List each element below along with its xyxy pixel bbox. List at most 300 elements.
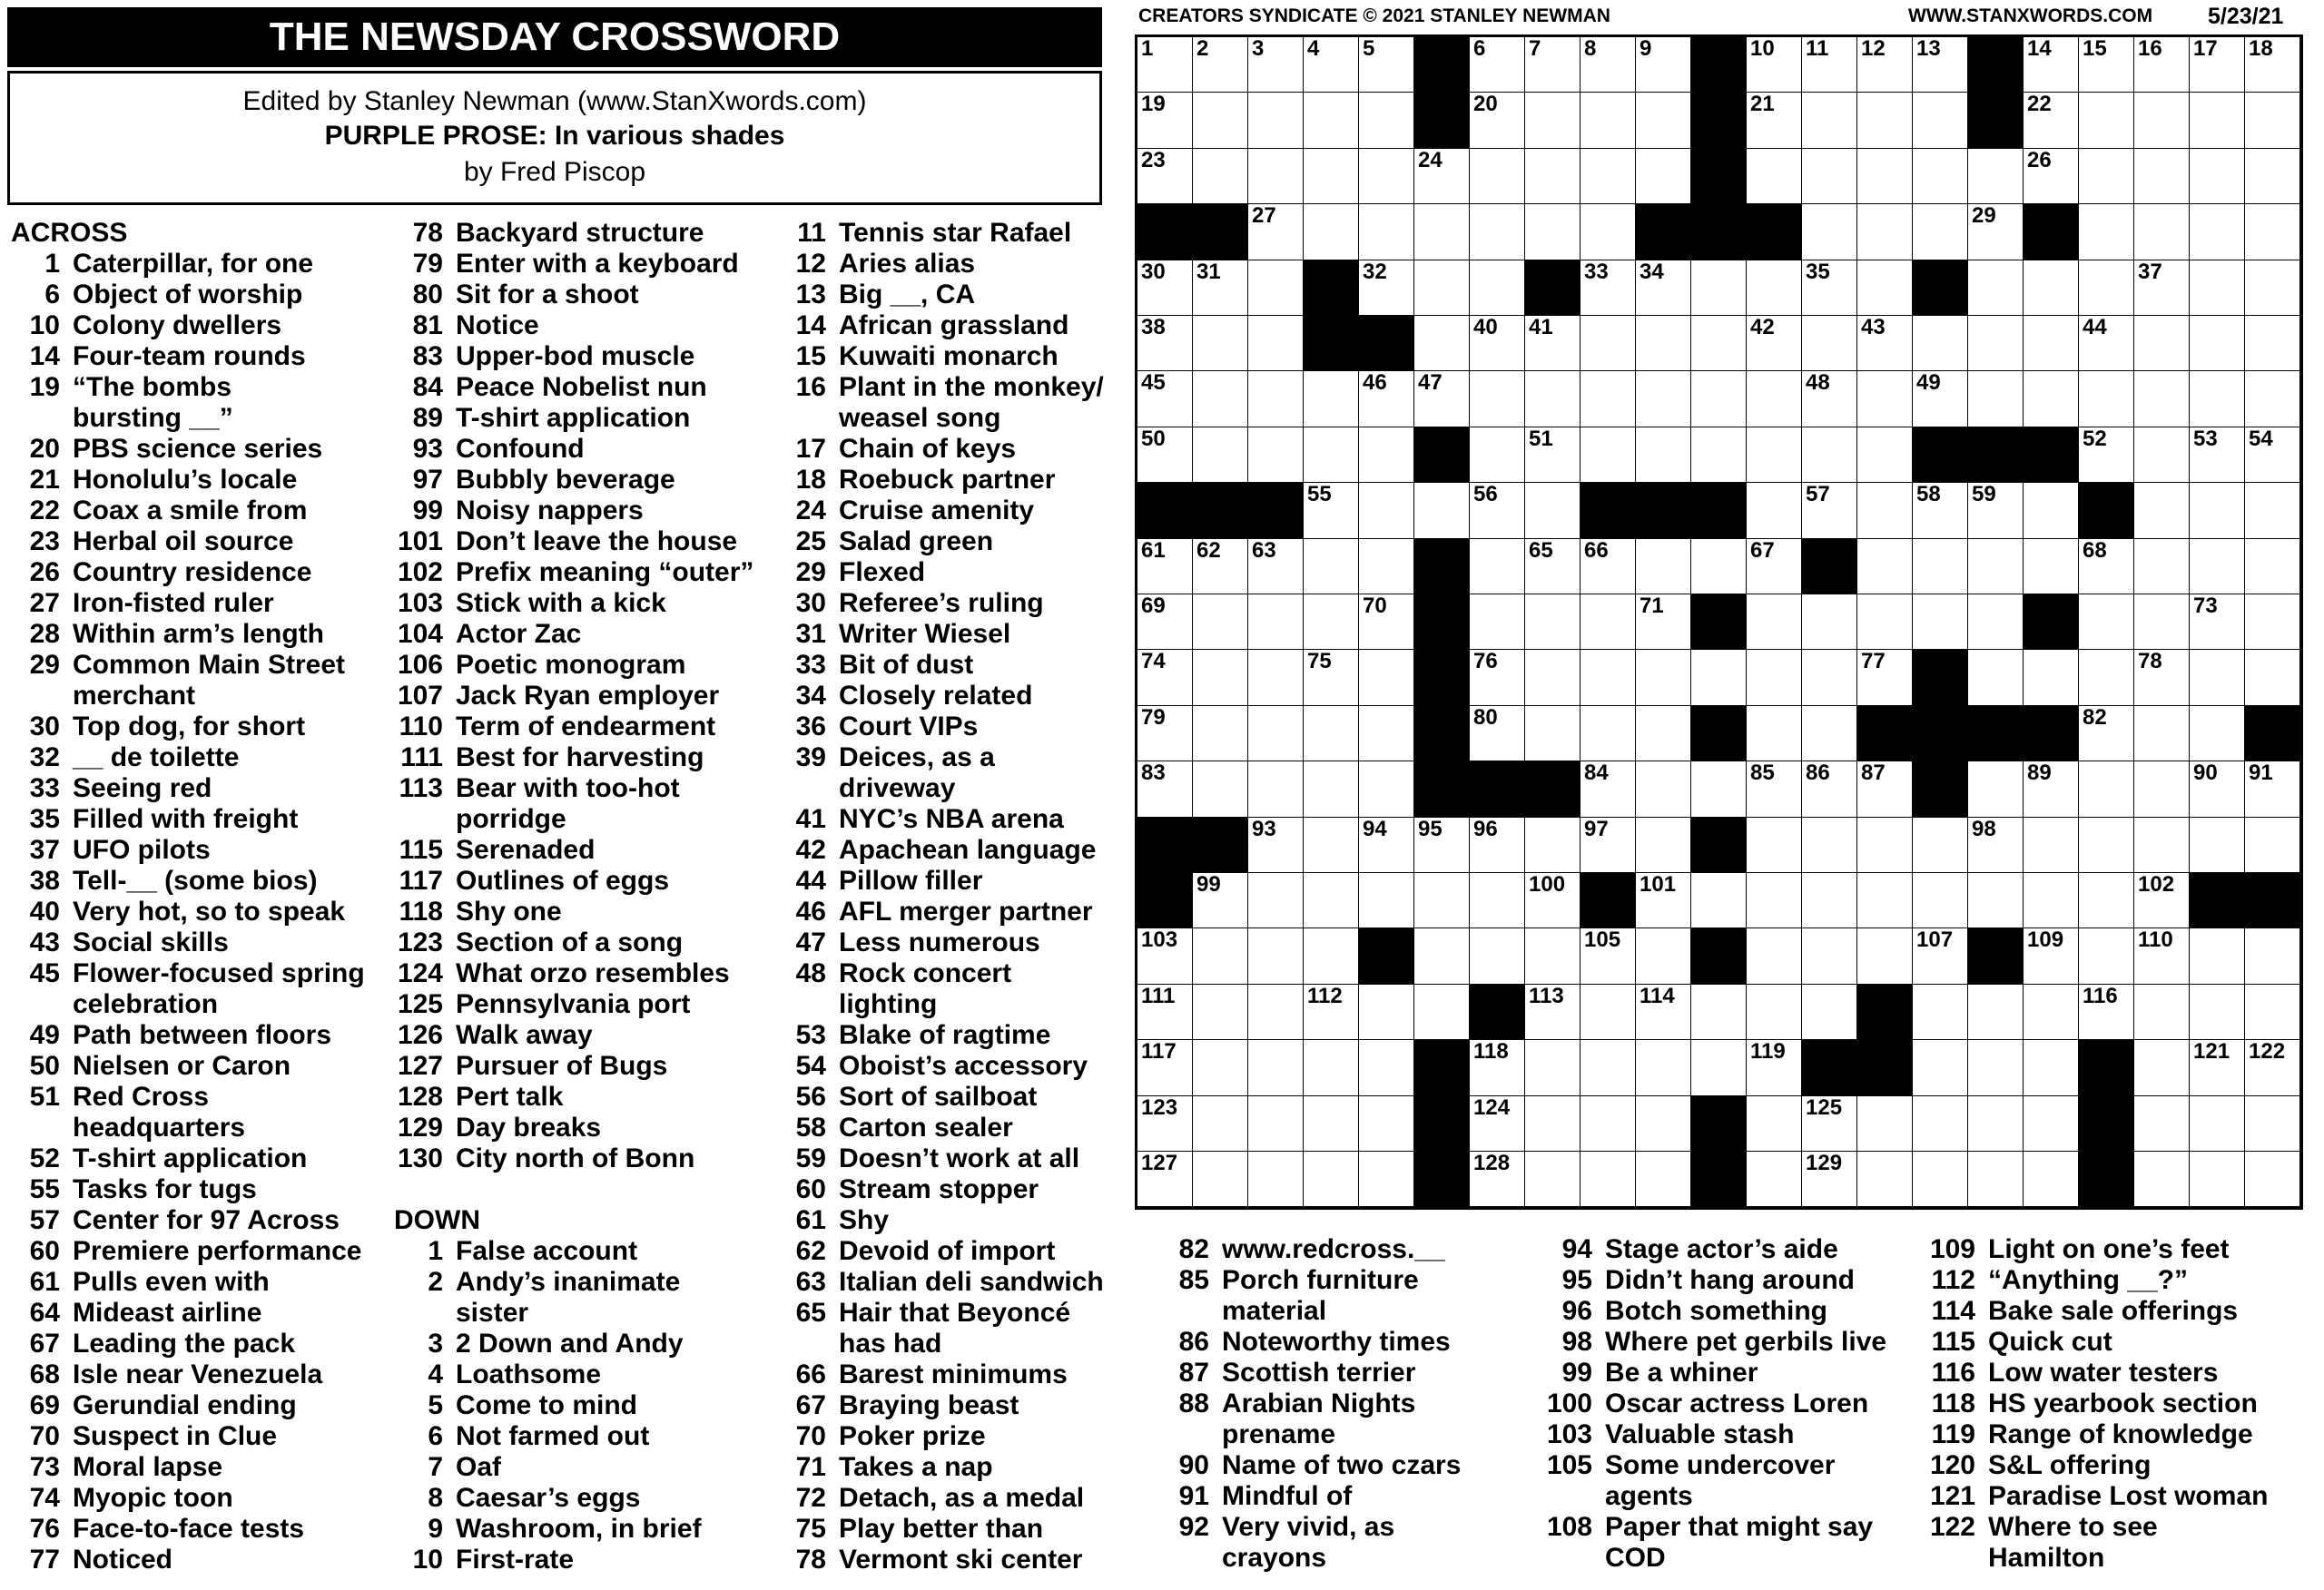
grid-cell[interactable] bbox=[2190, 149, 2245, 204]
grid-cell[interactable] bbox=[1359, 149, 1414, 204]
grid-cell[interactable] bbox=[1248, 539, 1304, 594]
grid-cell[interactable] bbox=[1581, 594, 1636, 650]
grid-cell[interactable] bbox=[1248, 93, 1304, 148]
grid-cell[interactable] bbox=[1802, 1152, 1857, 1207]
grid-cell[interactable] bbox=[2024, 985, 2079, 1040]
grid-cell[interactable] bbox=[1304, 873, 1359, 928]
grid-cell[interactable] bbox=[2079, 539, 2134, 594]
grid-cell[interactable] bbox=[1968, 539, 2024, 594]
grid-cell[interactable] bbox=[1193, 427, 1248, 483]
grid-cell[interactable] bbox=[1636, 928, 1691, 984]
grid-cell[interactable] bbox=[1193, 1152, 1248, 1207]
grid-cell[interactable] bbox=[2079, 594, 2134, 650]
grid-cell[interactable] bbox=[1802, 706, 1857, 761]
grid-cell[interactable] bbox=[1470, 650, 1525, 705]
grid-cell[interactable] bbox=[1304, 539, 1359, 594]
grid-cell[interactable] bbox=[1857, 928, 1913, 984]
grid-cell[interactable] bbox=[1747, 427, 1802, 483]
grid-cell[interactable] bbox=[1968, 316, 2024, 371]
grid-cell[interactable] bbox=[1359, 873, 1414, 928]
grid-cell[interactable] bbox=[2134, 204, 2190, 260]
grid-cell[interactable] bbox=[1193, 1096, 1248, 1152]
grid-cell[interactable] bbox=[2190, 371, 2245, 427]
grid-cell[interactable] bbox=[2134, 316, 2190, 371]
grid-cell[interactable] bbox=[2134, 873, 2190, 928]
grid-cell[interactable] bbox=[1747, 594, 1802, 650]
grid-cell[interactable] bbox=[2245, 483, 2300, 538]
grid-cell[interactable] bbox=[1968, 371, 2024, 427]
grid-cell[interactable] bbox=[2079, 818, 2134, 873]
grid-cell[interactable] bbox=[1691, 260, 1747, 316]
grid-cell[interactable] bbox=[1968, 204, 2024, 260]
grid-cell[interactable] bbox=[1747, 316, 1802, 371]
grid-cell[interactable] bbox=[2079, 260, 2134, 316]
grid-cell[interactable] bbox=[2245, 260, 2300, 316]
grid-cell[interactable] bbox=[1359, 371, 1414, 427]
grid-cell[interactable] bbox=[2024, 149, 2079, 204]
grid-cell[interactable] bbox=[1691, 985, 1747, 1040]
grid-cell[interactable] bbox=[1304, 650, 1359, 705]
grid-cell[interactable] bbox=[1525, 483, 1581, 538]
grid-cell[interactable] bbox=[1470, 260, 1525, 316]
grid-cell[interactable] bbox=[1968, 594, 2024, 650]
grid-cell[interactable] bbox=[2245, 1152, 2300, 1207]
grid-cell[interactable] bbox=[1636, 761, 1691, 817]
grid-cell[interactable] bbox=[1913, 1152, 1968, 1207]
grid-cell[interactable] bbox=[1304, 371, 1359, 427]
grid-cell[interactable] bbox=[1968, 149, 2024, 204]
grid-cell[interactable] bbox=[1470, 1040, 1525, 1095]
grid-cell[interactable] bbox=[1525, 706, 1581, 761]
grid-cell[interactable] bbox=[1359, 204, 1414, 260]
grid-cell[interactable] bbox=[1857, 260, 1913, 316]
grid-cell[interactable] bbox=[1581, 93, 1636, 148]
grid-cell[interactable] bbox=[1304, 483, 1359, 538]
grid-cell[interactable] bbox=[1691, 371, 1747, 427]
grid-cell[interactable] bbox=[2134, 37, 2190, 93]
grid-cell[interactable] bbox=[1636, 818, 1691, 873]
grid-cell[interactable] bbox=[1359, 1040, 1414, 1095]
grid-cell[interactable] bbox=[1802, 873, 1857, 928]
grid-cell[interactable] bbox=[1581, 928, 1636, 984]
grid-cell[interactable] bbox=[1857, 873, 1913, 928]
grid-cell[interactable] bbox=[2134, 427, 2190, 483]
grid-cell[interactable] bbox=[1248, 149, 1304, 204]
grid-cell[interactable] bbox=[1747, 818, 1802, 873]
grid-cell[interactable] bbox=[1857, 37, 1913, 93]
grid-cell[interactable] bbox=[1968, 761, 2024, 817]
grid-cell[interactable] bbox=[1747, 37, 1802, 93]
grid-cell[interactable] bbox=[2245, 761, 2300, 817]
grid-cell[interactable] bbox=[2024, 371, 2079, 427]
grid-cell[interactable] bbox=[2190, 985, 2245, 1040]
grid-cell[interactable] bbox=[1414, 371, 1470, 427]
grid-cell[interactable] bbox=[1193, 761, 1248, 817]
grid-cell[interactable] bbox=[1525, 1040, 1581, 1095]
grid-cell[interactable] bbox=[2245, 204, 2300, 260]
grid-cell[interactable] bbox=[1636, 985, 1691, 1040]
grid-cell[interactable] bbox=[1857, 204, 1913, 260]
grid-cell[interactable] bbox=[1359, 483, 1414, 538]
grid-cell[interactable] bbox=[2190, 260, 2245, 316]
grid-cell[interactable] bbox=[2190, 706, 2245, 761]
grid-cell[interactable] bbox=[1581, 818, 1636, 873]
grid-cell[interactable] bbox=[2190, 204, 2245, 260]
grid-cell[interactable] bbox=[1359, 650, 1414, 705]
grid-cell[interactable] bbox=[1913, 204, 1968, 260]
grid-cell[interactable] bbox=[1470, 818, 1525, 873]
grid-cell[interactable] bbox=[1414, 873, 1470, 928]
grid-cell[interactable] bbox=[2134, 371, 2190, 427]
grid-cell[interactable] bbox=[1581, 316, 1636, 371]
grid-cell[interactable] bbox=[2024, 928, 2079, 984]
grid-cell[interactable] bbox=[1304, 928, 1359, 984]
grid-cell[interactable] bbox=[1802, 483, 1857, 538]
grid-cell[interactable] bbox=[1137, 149, 1193, 204]
grid-cell[interactable] bbox=[2245, 928, 2300, 984]
grid-cell[interactable] bbox=[1747, 928, 1802, 984]
grid-cell[interactable] bbox=[1968, 985, 2024, 1040]
grid-cell[interactable] bbox=[1248, 650, 1304, 705]
grid-cell[interactable] bbox=[1470, 204, 1525, 260]
grid-cell[interactable] bbox=[1193, 149, 1248, 204]
grid-cell[interactable] bbox=[2245, 93, 2300, 148]
grid-cell[interactable] bbox=[1470, 427, 1525, 483]
grid-cell[interactable] bbox=[2024, 539, 2079, 594]
grid-cell[interactable] bbox=[2245, 316, 2300, 371]
grid-cell[interactable] bbox=[1470, 594, 1525, 650]
grid-cell[interactable] bbox=[1414, 818, 1470, 873]
grid-cell[interactable] bbox=[1414, 985, 1470, 1040]
grid-cell[interactable] bbox=[1802, 928, 1857, 984]
grid-cell[interactable] bbox=[1304, 1096, 1359, 1152]
grid-cell[interactable] bbox=[1857, 1096, 1913, 1152]
grid-cell[interactable] bbox=[1304, 149, 1359, 204]
grid-cell[interactable] bbox=[2134, 1152, 2190, 1207]
grid-cell[interactable] bbox=[1193, 650, 1248, 705]
grid-cell[interactable] bbox=[1857, 149, 1913, 204]
grid-cell[interactable] bbox=[2245, 149, 2300, 204]
grid-cell[interactable] bbox=[1525, 316, 1581, 371]
grid-cell[interactable] bbox=[1857, 371, 1913, 427]
grid-cell[interactable] bbox=[1304, 427, 1359, 483]
grid-cell[interactable] bbox=[1193, 873, 1248, 928]
grid-cell[interactable] bbox=[1359, 93, 1414, 148]
grid-cell[interactable] bbox=[1304, 37, 1359, 93]
grid-cell[interactable] bbox=[1359, 427, 1414, 483]
grid-cell[interactable] bbox=[1691, 427, 1747, 483]
grid-cell[interactable] bbox=[2190, 650, 2245, 705]
grid-cell[interactable] bbox=[1581, 1040, 1636, 1095]
grid-cell[interactable] bbox=[1248, 706, 1304, 761]
grid-cell[interactable] bbox=[1304, 93, 1359, 148]
grid-cell[interactable] bbox=[1968, 873, 2024, 928]
grid-cell[interactable] bbox=[2134, 818, 2190, 873]
grid-cell[interactable] bbox=[2190, 539, 2245, 594]
grid-cell[interactable] bbox=[1636, 873, 1691, 928]
grid-cell[interactable] bbox=[2190, 1040, 2245, 1095]
grid-cell[interactable] bbox=[1636, 539, 1691, 594]
grid-cell[interactable] bbox=[2245, 1096, 2300, 1152]
grid-cell[interactable] bbox=[2134, 260, 2190, 316]
grid-cell[interactable] bbox=[1913, 594, 1968, 650]
grid-cell[interactable] bbox=[1248, 594, 1304, 650]
grid-cell[interactable] bbox=[1193, 985, 1248, 1040]
grid-cell[interactable] bbox=[1470, 706, 1525, 761]
grid-cell[interactable] bbox=[1470, 1096, 1525, 1152]
grid-cell[interactable] bbox=[1359, 539, 1414, 594]
grid-cell[interactable] bbox=[2079, 204, 2134, 260]
grid-cell[interactable] bbox=[2245, 818, 2300, 873]
grid-cell[interactable] bbox=[2079, 873, 2134, 928]
grid-cell[interactable] bbox=[1913, 539, 1968, 594]
grid-cell[interactable] bbox=[1857, 818, 1913, 873]
grid-cell[interactable] bbox=[2190, 37, 2245, 93]
grid-cell[interactable] bbox=[1636, 316, 1691, 371]
grid-cell[interactable] bbox=[1359, 1096, 1414, 1152]
grid-cell[interactable] bbox=[1193, 37, 1248, 93]
grid-cell[interactable] bbox=[1913, 483, 1968, 538]
grid-cell[interactable] bbox=[1747, 1040, 1802, 1095]
grid-cell[interactable] bbox=[2245, 594, 2300, 650]
grid-cell[interactable] bbox=[1581, 1096, 1636, 1152]
grid-cell[interactable] bbox=[2134, 761, 2190, 817]
grid-cell[interactable] bbox=[1248, 260, 1304, 316]
grid-cell[interactable] bbox=[2190, 316, 2245, 371]
grid-cell[interactable] bbox=[1193, 928, 1248, 984]
grid-cell[interactable] bbox=[1968, 483, 2024, 538]
grid-cell[interactable] bbox=[1913, 1040, 1968, 1095]
grid-cell[interactable] bbox=[1968, 650, 2024, 705]
grid-cell[interactable] bbox=[2134, 539, 2190, 594]
grid-cell[interactable] bbox=[2024, 93, 2079, 148]
grid-cell[interactable] bbox=[1968, 1152, 2024, 1207]
grid-cell[interactable] bbox=[1193, 93, 1248, 148]
grid-cell[interactable] bbox=[1248, 316, 1304, 371]
grid-cell[interactable] bbox=[2024, 316, 2079, 371]
grid-cell[interactable] bbox=[1802, 761, 1857, 817]
grid-cell[interactable] bbox=[1525, 37, 1581, 93]
grid-cell[interactable] bbox=[1581, 260, 1636, 316]
grid-cell[interactable] bbox=[2134, 483, 2190, 538]
grid-cell[interactable] bbox=[2190, 594, 2245, 650]
grid-cell[interactable] bbox=[2134, 93, 2190, 148]
grid-cell[interactable] bbox=[1968, 1040, 2024, 1095]
grid-cell[interactable] bbox=[1636, 260, 1691, 316]
grid-cell[interactable] bbox=[1414, 483, 1470, 538]
grid-cell[interactable] bbox=[1913, 93, 1968, 148]
grid-cell[interactable] bbox=[2245, 371, 2300, 427]
grid-cell[interactable] bbox=[1525, 928, 1581, 984]
grid-cell[interactable] bbox=[1525, 1152, 1581, 1207]
grid-cell[interactable] bbox=[1581, 204, 1636, 260]
grid-cell[interactable] bbox=[1636, 427, 1691, 483]
grid-cell[interactable] bbox=[2245, 650, 2300, 705]
grid-cell[interactable] bbox=[1304, 818, 1359, 873]
grid-cell[interactable] bbox=[2024, 1040, 2079, 1095]
grid-cell[interactable] bbox=[1802, 1096, 1857, 1152]
grid-cell[interactable] bbox=[1414, 316, 1470, 371]
grid-cell[interactable] bbox=[2024, 873, 2079, 928]
grid-cell[interactable] bbox=[2024, 483, 2079, 538]
grid-cell[interactable] bbox=[1193, 539, 1248, 594]
grid-cell[interactable] bbox=[1636, 706, 1691, 761]
grid-cell[interactable] bbox=[1968, 818, 2024, 873]
grid-cell[interactable] bbox=[1857, 316, 1913, 371]
grid-cell[interactable] bbox=[2079, 761, 2134, 817]
grid-cell[interactable] bbox=[1470, 149, 1525, 204]
grid-cell[interactable] bbox=[1470, 539, 1525, 594]
grid-cell[interactable] bbox=[1304, 706, 1359, 761]
grid-cell[interactable] bbox=[1248, 204, 1304, 260]
grid-cell[interactable] bbox=[1691, 650, 1747, 705]
grid-cell[interactable] bbox=[1581, 539, 1636, 594]
grid-cell[interactable] bbox=[2024, 650, 2079, 705]
grid-cell[interactable] bbox=[1248, 873, 1304, 928]
grid-cell[interactable] bbox=[1747, 650, 1802, 705]
grid-cell[interactable] bbox=[1248, 928, 1304, 984]
grid-cell[interactable] bbox=[2190, 427, 2245, 483]
grid-cell[interactable] bbox=[1304, 761, 1359, 817]
grid-cell[interactable] bbox=[1137, 37, 1193, 93]
grid-cell[interactable] bbox=[1802, 316, 1857, 371]
grid-cell[interactable] bbox=[2024, 818, 2079, 873]
grid-cell[interactable] bbox=[1636, 149, 1691, 204]
grid-cell[interactable] bbox=[1802, 427, 1857, 483]
grid-cell[interactable] bbox=[1913, 149, 1968, 204]
grid-cell[interactable] bbox=[1691, 761, 1747, 817]
grid-cell[interactable] bbox=[1193, 594, 1248, 650]
grid-cell[interactable] bbox=[1857, 483, 1913, 538]
grid-cell[interactable] bbox=[2079, 650, 2134, 705]
grid-cell[interactable] bbox=[1691, 316, 1747, 371]
grid-cell[interactable] bbox=[1248, 427, 1304, 483]
grid-cell[interactable] bbox=[1248, 761, 1304, 817]
grid-cell[interactable] bbox=[1636, 371, 1691, 427]
grid-cell[interactable] bbox=[2134, 149, 2190, 204]
grid-cell[interactable] bbox=[1857, 427, 1913, 483]
grid-cell[interactable] bbox=[2079, 706, 2134, 761]
grid-cell[interactable] bbox=[1913, 928, 1968, 984]
grid-cell[interactable] bbox=[1636, 1096, 1691, 1152]
grid-cell[interactable] bbox=[1581, 706, 1636, 761]
grid-cell[interactable] bbox=[1747, 1096, 1802, 1152]
grid-cell[interactable] bbox=[1359, 706, 1414, 761]
grid-cell[interactable] bbox=[1581, 650, 1636, 705]
grid-cell[interactable] bbox=[1248, 818, 1304, 873]
grid-cell[interactable] bbox=[1525, 650, 1581, 705]
grid-cell[interactable] bbox=[1581, 427, 1636, 483]
grid-cell[interactable] bbox=[1359, 594, 1414, 650]
grid-cell[interactable] bbox=[1691, 873, 1747, 928]
grid-cell[interactable] bbox=[1470, 483, 1525, 538]
grid-cell[interactable] bbox=[1802, 371, 1857, 427]
grid-cell[interactable] bbox=[1248, 1152, 1304, 1207]
grid-cell[interactable] bbox=[1304, 204, 1359, 260]
grid-cell[interactable] bbox=[1581, 761, 1636, 817]
grid-cell[interactable] bbox=[1414, 204, 1470, 260]
grid-cell[interactable] bbox=[1747, 985, 1802, 1040]
grid-cell[interactable] bbox=[2134, 594, 2190, 650]
grid-cell[interactable] bbox=[1913, 873, 1968, 928]
grid-cell[interactable] bbox=[1525, 371, 1581, 427]
grid-cell[interactable] bbox=[1525, 539, 1581, 594]
grid-cell[interactable] bbox=[1470, 1152, 1525, 1207]
grid-cell[interactable] bbox=[1636, 93, 1691, 148]
grid-cell[interactable] bbox=[1636, 650, 1691, 705]
grid-cell[interactable] bbox=[1802, 37, 1857, 93]
grid-cell[interactable] bbox=[2079, 371, 2134, 427]
grid-cell[interactable] bbox=[1968, 260, 2024, 316]
grid-cell[interactable] bbox=[2079, 37, 2134, 93]
grid-cell[interactable] bbox=[1857, 650, 1913, 705]
grid-cell[interactable] bbox=[1581, 985, 1636, 1040]
grid-cell[interactable] bbox=[1913, 818, 1968, 873]
grid-cell[interactable] bbox=[1747, 260, 1802, 316]
grid-cell[interactable] bbox=[2190, 818, 2245, 873]
grid-cell[interactable] bbox=[2190, 93, 2245, 148]
grid-cell[interactable] bbox=[1193, 260, 1248, 316]
grid-cell[interactable] bbox=[1747, 706, 1802, 761]
grid-cell[interactable] bbox=[1248, 985, 1304, 1040]
grid-cell[interactable] bbox=[1525, 818, 1581, 873]
grid-cell[interactable] bbox=[1414, 928, 1470, 984]
grid-cell[interactable] bbox=[2134, 928, 2190, 984]
grid-cell[interactable] bbox=[1857, 539, 1913, 594]
grid-cell[interactable] bbox=[1525, 93, 1581, 148]
grid-cell[interactable] bbox=[1581, 1152, 1636, 1207]
grid-cell[interactable] bbox=[2079, 928, 2134, 984]
grid-cell[interactable] bbox=[1747, 1152, 1802, 1207]
grid-cell[interactable] bbox=[1747, 873, 1802, 928]
grid-cell[interactable] bbox=[1248, 1096, 1304, 1152]
grid-cell[interactable] bbox=[1857, 93, 1913, 148]
grid-cell[interactable] bbox=[1747, 483, 1802, 538]
grid-cell[interactable] bbox=[2079, 985, 2134, 1040]
grid-cell[interactable] bbox=[1691, 539, 1747, 594]
grid-cell[interactable] bbox=[1525, 985, 1581, 1040]
grid-cell[interactable] bbox=[2134, 1096, 2190, 1152]
grid-cell[interactable] bbox=[1802, 650, 1857, 705]
grid-cell[interactable] bbox=[1248, 37, 1304, 93]
grid-cell[interactable] bbox=[1802, 204, 1857, 260]
grid-cell[interactable] bbox=[1359, 1152, 1414, 1207]
grid-cell[interactable] bbox=[1304, 594, 1359, 650]
grid-cell[interactable] bbox=[1359, 985, 1414, 1040]
grid-cell[interactable] bbox=[1968, 1096, 2024, 1152]
grid-cell[interactable] bbox=[2190, 1096, 2245, 1152]
grid-cell[interactable] bbox=[2079, 149, 2134, 204]
grid-cell[interactable] bbox=[2245, 985, 2300, 1040]
grid-cell[interactable] bbox=[1802, 260, 1857, 316]
grid-cell[interactable] bbox=[1304, 1040, 1359, 1095]
grid-cell[interactable] bbox=[1857, 594, 1913, 650]
grid-cell[interactable] bbox=[1359, 818, 1414, 873]
grid-cell[interactable] bbox=[1359, 761, 1414, 817]
grid-cell[interactable] bbox=[2134, 985, 2190, 1040]
grid-cell[interactable] bbox=[1525, 594, 1581, 650]
grid-cell[interactable] bbox=[2190, 928, 2245, 984]
grid-cell[interactable] bbox=[1525, 149, 1581, 204]
grid-cell[interactable] bbox=[1248, 371, 1304, 427]
grid-cell[interactable] bbox=[1857, 761, 1913, 817]
grid-cell[interactable] bbox=[1802, 594, 1857, 650]
grid-cell[interactable] bbox=[1913, 985, 1968, 1040]
grid-cell[interactable] bbox=[2024, 1096, 2079, 1152]
grid-cell[interactable] bbox=[1193, 1040, 1248, 1095]
grid-cell[interactable] bbox=[1470, 37, 1525, 93]
grid-cell[interactable] bbox=[1913, 371, 1968, 427]
